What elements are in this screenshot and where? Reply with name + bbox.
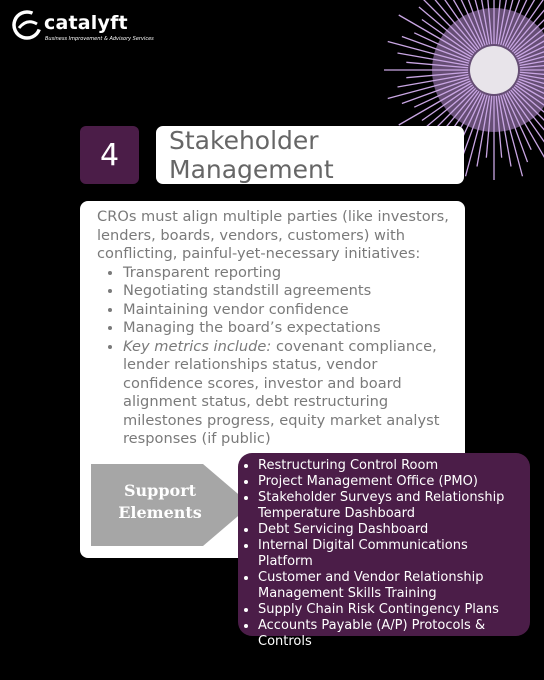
section-number: 4 (99, 137, 120, 173)
support-label-line2: Elements (118, 503, 202, 522)
brand-logo (12, 10, 162, 44)
list-item: • Restructuring Control Room (258, 458, 524, 474)
list-item: • Managing the board’s expectations (123, 319, 457, 338)
key-metrics-text: covenant compliance, lender relationships status, vendor confidence scores, investor and board alignment status, debt restructuring milestones progress, equity market analyst responses (if public) (123, 337, 440, 447)
catalyft-logo-icon (12, 10, 42, 40)
support-label-line1: Support (123, 481, 197, 500)
key-metrics-label: Key metrics include: (123, 337, 272, 355)
section-title: Stakeholder Management (169, 126, 334, 184)
list-item: • Negotiating standstill agreements (123, 282, 457, 301)
key-metrics-item (123, 338, 457, 449)
list-item: • Internal Digital Communications Platform (258, 538, 524, 570)
section-title-card (156, 126, 464, 184)
list-item: • Supply Chain Risk Contingency Plans (258, 602, 524, 618)
list-item: • Accounts Payable (A/P) Protocols & Controls (258, 618, 524, 650)
stakeholder-bullet-list (97, 264, 457, 449)
support-elements-card (238, 453, 530, 649)
support-elements-label (106, 480, 214, 530)
list-item: • Debt Servicing Dashboard (258, 522, 524, 538)
list-item: • Stakeholder Surveys and Relationship Temperature Dashboard (258, 490, 524, 522)
list-item: • Customer and Vendor Relationship Management Skills Training (258, 570, 524, 602)
section-number-badge (80, 126, 139, 184)
support-elements-list (242, 458, 524, 650)
list-item: • Transparent reporting (123, 264, 457, 283)
brand-name: catalyft (44, 12, 128, 34)
list-item: • Project Management Office (PMO) (258, 474, 524, 490)
brand-tagline: Business Improvement & Advisory Services (45, 36, 154, 42)
list-item: • Maintaining vendor confidence (123, 301, 457, 320)
intro-text: CROs must align multiple parties (like investors, lenders, boards, vendors, customers) with conflicting, painful-yet-necessary initiatives: (97, 208, 449, 262)
